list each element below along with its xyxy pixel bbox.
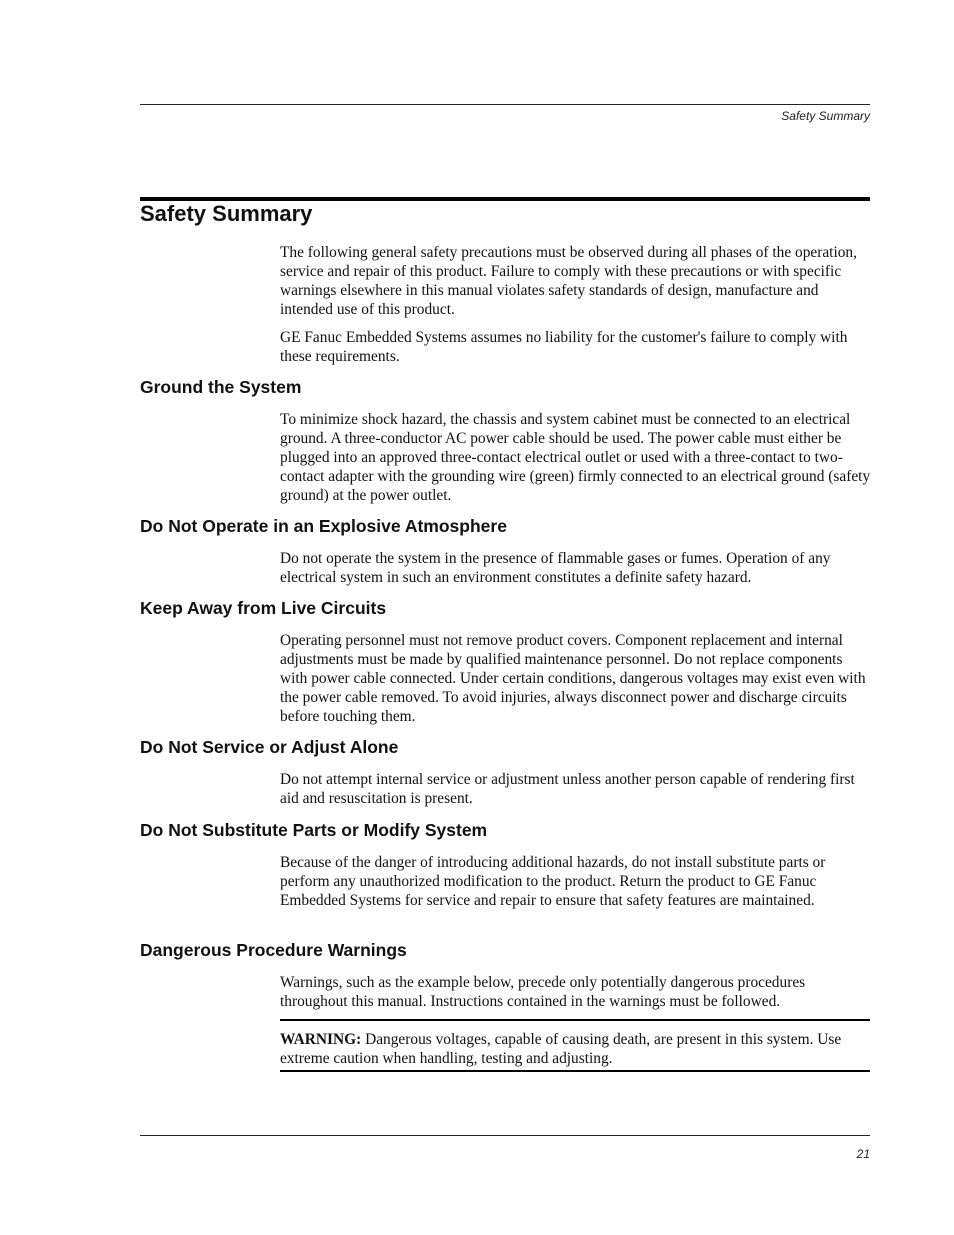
running-title: Safety Summary bbox=[781, 109, 870, 123]
section-heading-live-circuits: Keep Away from Live Circuits bbox=[140, 598, 387, 618]
section-paragraph: Operating personnel must not remove product covers. Component replacement and internal adjustments must be made by qualified maintenance personnel. Do not replace components with power cable connected. Under certain conditions, dangerous voltages may exist even with the power cable removed. To avoid injuries, always disconnect power and discharge circuits before touching them. bbox=[280, 632, 866, 725]
section-paragraph: Because of the danger of introducing additional hazards, do not install substitute parts or perform any unauthorized modification to the product. Return the product to GE Fanuc Embedded Systems for service and repair to ensure that safety features are maintained. bbox=[280, 854, 826, 909]
header-rule bbox=[140, 104, 870, 105]
intro-block bbox=[280, 243, 872, 366]
section-body-substitute-parts bbox=[280, 853, 872, 910]
section-paragraph: Do not attempt internal service or adjustment unless another person capable of rendering first aid and resuscitation is present. bbox=[280, 771, 855, 807]
section-heading-ground: Ground the System bbox=[140, 377, 302, 397]
section-body-service-alone bbox=[280, 770, 872, 808]
page-title: Safety Summary bbox=[140, 201, 313, 226]
warning-label: WARNING: bbox=[280, 1031, 362, 1048]
section-paragraph: To minimize shock hazard, the chassis and system cabinet must be connected to an electrical ground. A three-conductor AC power cable should be used. The power cable must either be plugged into an approved three-contact electrical outlet or used with a three-contact to two-contact adapter with the grounding wire (green) firmly connected to an electrical ground (safety ground) at the power outlet. bbox=[280, 411, 871, 504]
section-paragraph: Do not operate the system in the presence of flammable gases or fumes. Operation of any electrical system in such an environment constitutes a definite safety hazard. bbox=[280, 550, 831, 586]
page-number: 21 bbox=[856, 1147, 870, 1161]
intro-paragraph-2: GE Fanuc Embedded Systems assumes no liability for the customer's failure to comply with these requirements. bbox=[280, 329, 848, 365]
section-body-ground bbox=[280, 410, 872, 505]
section-body-dangerous-procedure bbox=[280, 973, 872, 1011]
section-heading-service-alone: Do Not Service or Adjust Alone bbox=[140, 737, 399, 757]
intro-paragraph-1: The following general safety precautions must be observed during all phases of the operation, service and repair of this product. Failure to comply with these precautions or with specific warnings elsewhere in this manual violates safety standards of design, manufacture and intended use of this product. bbox=[280, 244, 857, 318]
section-paragraph: Warnings, such as the example below, precede only potentially dangerous procedures throughout this manual. Instructions contained in the warnings must be followed. bbox=[280, 974, 806, 1010]
section-heading-dangerous-procedure: Dangerous Procedure Warnings bbox=[140, 940, 407, 960]
footer-rule bbox=[140, 1135, 870, 1136]
section-heading-substitute-parts: Do Not Substitute Parts or Modify System bbox=[140, 820, 488, 840]
section-heading-explosive: Do Not Operate in an Explosive Atmosphere bbox=[140, 516, 507, 536]
warning-text: Dangerous voltages, capable of causing death, are present in this system. Use extreme caution when handling, testing and adjusting. bbox=[280, 1031, 842, 1067]
section-body-live-circuits bbox=[280, 631, 872, 726]
section-body-explosive bbox=[280, 549, 872, 587]
warning-box bbox=[280, 1019, 870, 1072]
